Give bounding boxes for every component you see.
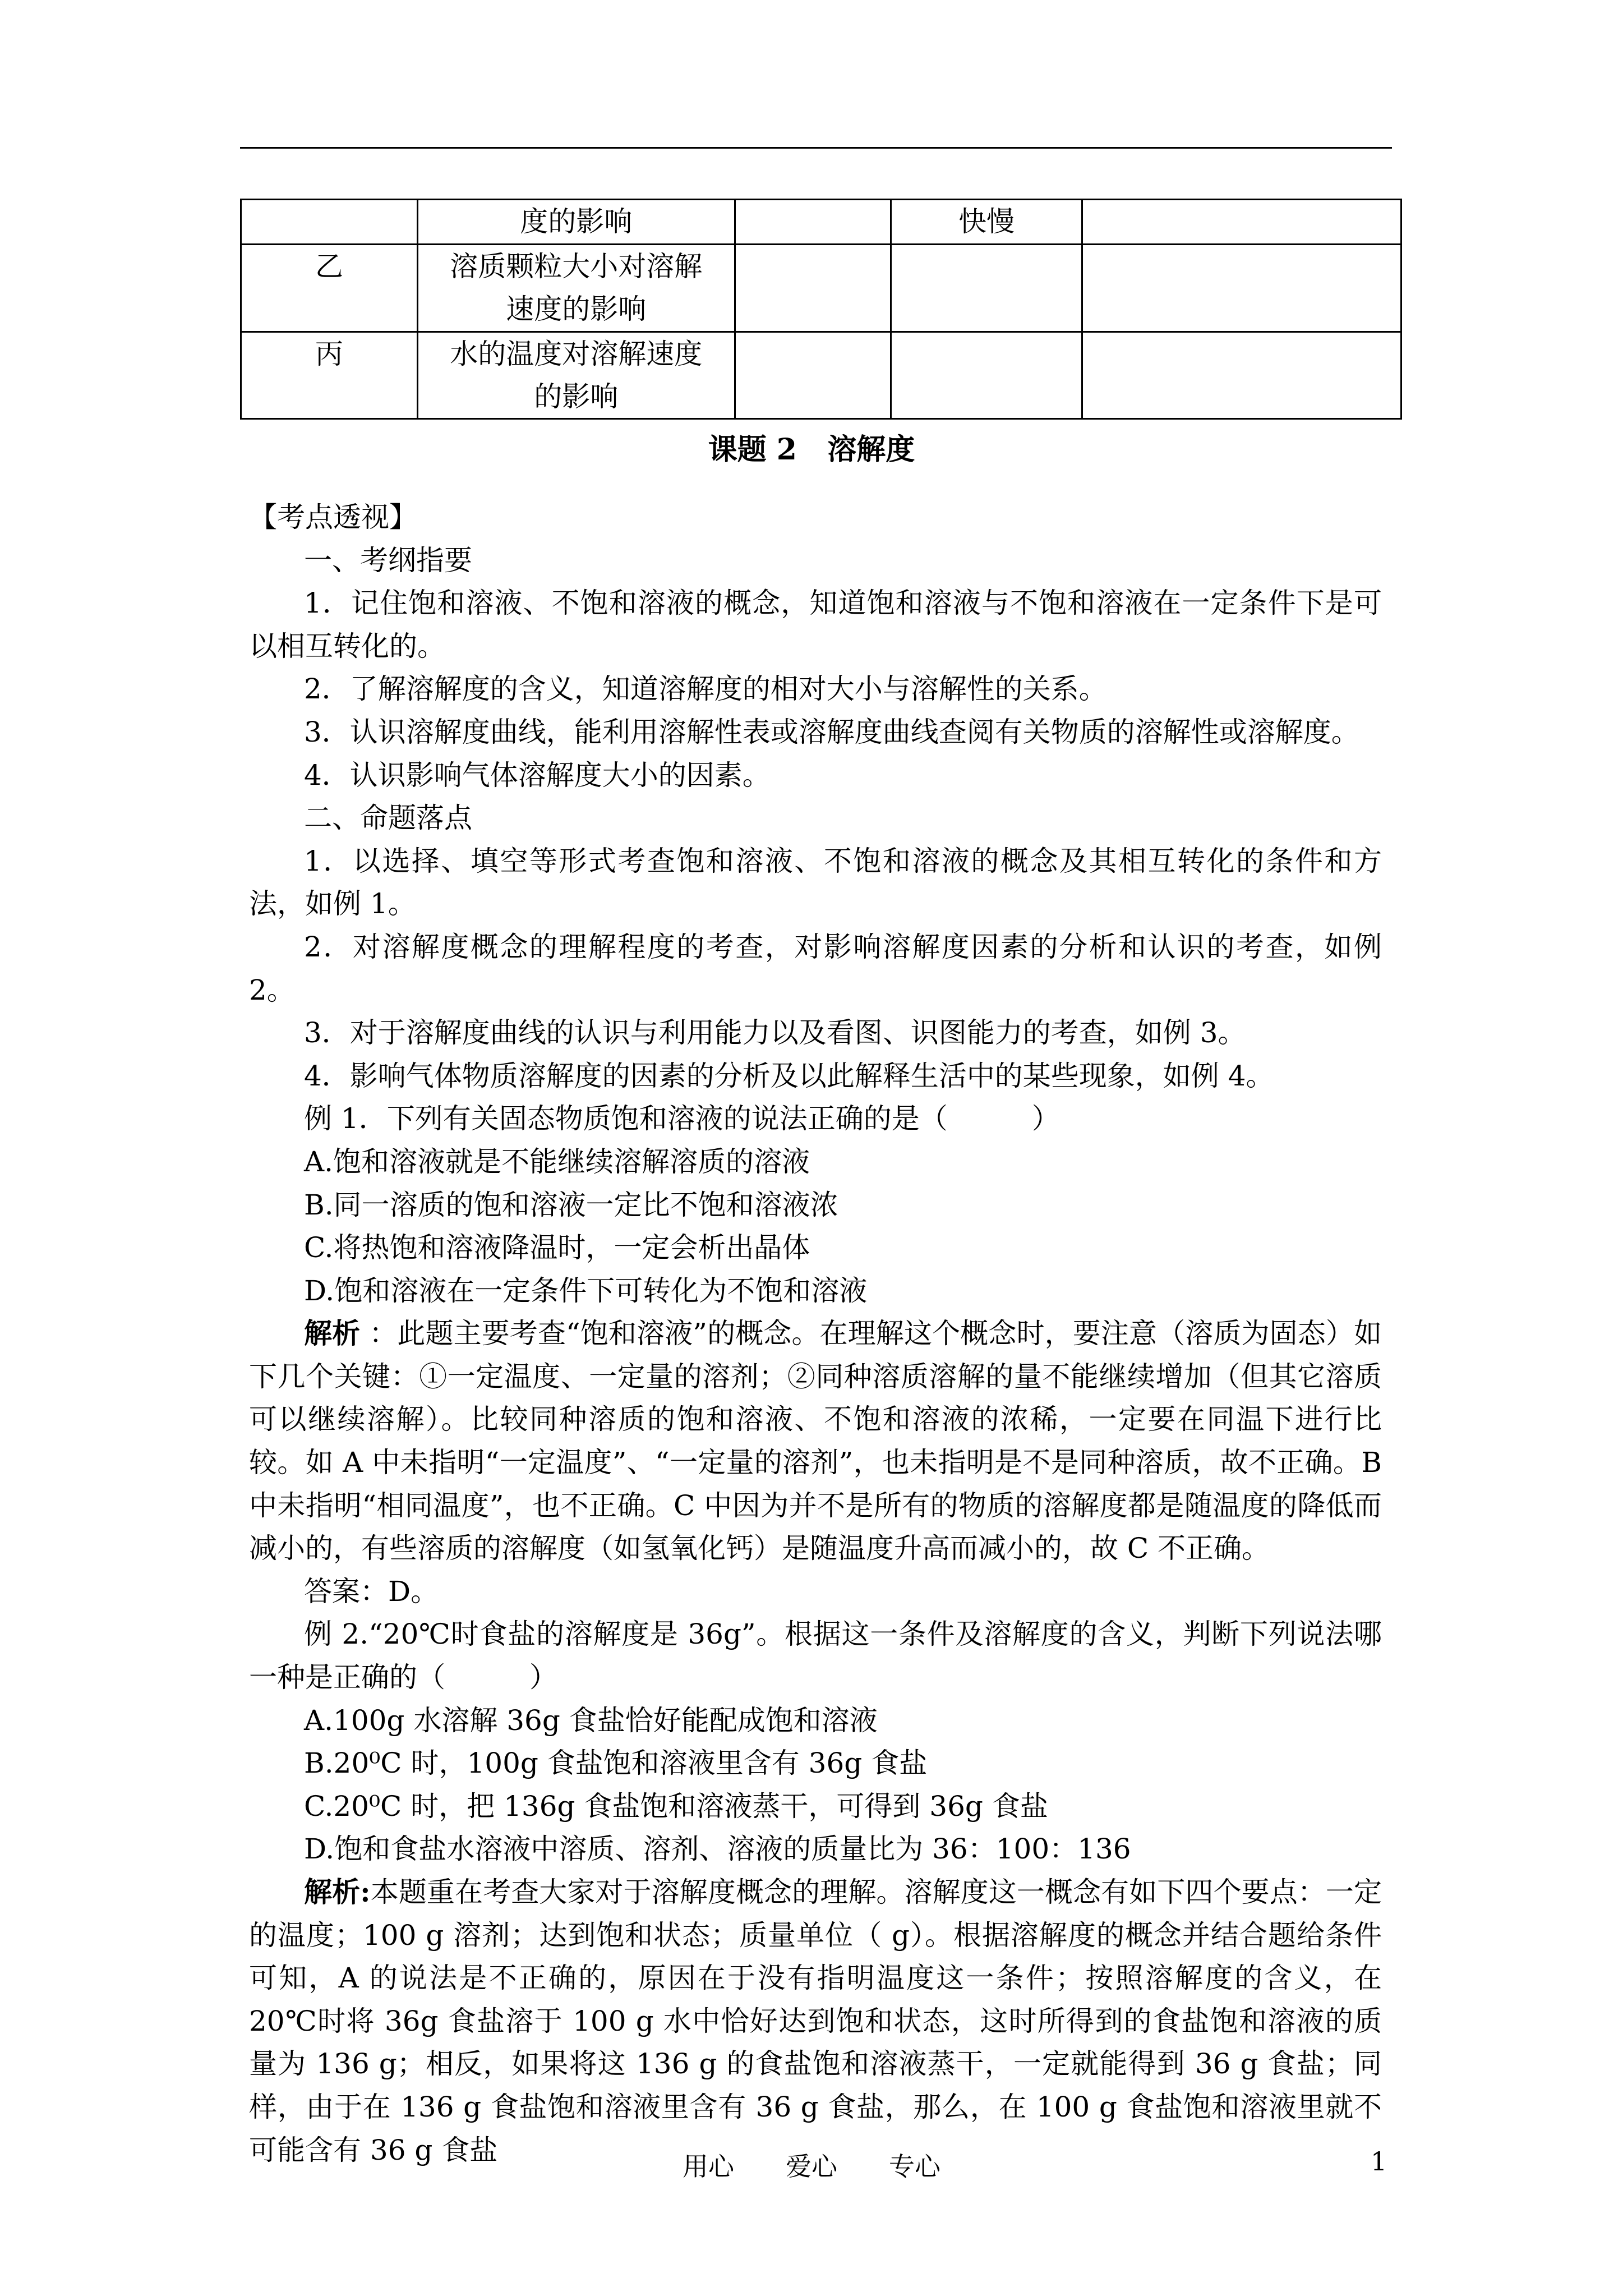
paragraph-text: 2．对溶解度概念的理解程度的考查，对影响溶解度因素的分析和认识的考查，如例 2。 [249,930,1382,1006]
paragraph [249,926,1382,1011]
paragraph [249,582,1382,668]
table-cell: 度的影响 [417,200,735,245]
paragraph-text: C.将热饱和溶液降温时，一定会析出晶体 [304,1231,810,1264]
paragraph-text: 4．认识影响气体溶解度大小的因素。 [304,758,771,792]
paragraph [249,840,1382,926]
paragraph [249,1699,1382,1742]
paragraph-text: D.饱和食盐水溶液中溶质、溶剂、溶液的质量比为 36：100：136 [304,1833,1131,1866]
paragraph-text: 本题重在考查大家对于溶解度概念的理解。溶解度这一概念有如下四个要点：一定的温度；100 g 溶剂；达到饱和状态；质量单位（ g）。根据溶解度的概念并结合题给条件可知，A 的说法是不正确的，原因在于没有指明温度这一条件；按照溶解度的含义，在 20℃时将 36g 食盐溶于 100 g 水中恰好达到饱和状态，这时所得到的食盐饱和溶液的质量为 136 g；相反，如果将这 136 g 的食盐饱和溶液蒸干，一定就能得到 36 g 食盐；同样，由于在 136 g 食盐饱和溶液里含有 36 g 食盐，那么，在 100 g 食盐饱和溶液里就不可能含有 36 g 食盐 [249,1876,1382,2166]
paragraph-text: C.20⁰C 时，把 136g 食盐饱和溶液蒸干，可得到 36g 食盐 [304,1789,1048,1823]
paragraph-text: 3．认识溶解度曲线，能利用溶解性表或溶解度曲线查阅有关物质的溶解性或溶解度。 [304,715,1359,748]
paragraph-text: 3．对于溶解度曲线的认识与利用能力以及看图、识图能力的考查，如例 3。 [304,1016,1246,1050]
table-cell: 水的温度对溶解速度的影响 [417,332,735,419]
paragraph-text: 1．以选择、填空等形式考查饱和溶液、不饱和溶液的概念及其相互转化的条件和方法，如例 1。 [249,844,1382,921]
paragraph [249,1055,1382,1098]
paragraph [249,1140,1382,1184]
paragraph-text: 2．了解溶解度的含义，知道溶解度的相对大小与溶解性的关系。 [304,673,1107,706]
paragraph-text: B.同一溶质的饱和溶液一定比不饱和溶液浓 [304,1188,838,1221]
paragraph-text: ：此题主要考查“饱和溶液”的概念。在理解这个概念时，要注意（溶质为固态）如下几个关键：①一定温度、一定量的溶剂；②同种溶质溶解的量不能继续增加（但其它溶质可以继续溶解）。比较同种溶质的饱和溶液、不饱和溶液的浓稀，一定要在同温下进行比较。如 A 中未指明“一定温度”、“一定量的溶剂”，也未指明是不是同种溶质，故不正确。B 中未指明“相同温度”，也不正确。C 中因为并不是所有的物质的溶解度都是随温度的降低而减小的，有些溶质的溶解度（如氢氧化钙）是随温度升高而减小的，故 C 不正确。 [249,1317,1382,1565]
section-title: 课题 2 溶解度 [708,432,915,467]
paragraph [249,1269,1382,1313]
table-row [241,332,1401,419]
paragraph-text: 二、命题落点 [304,802,472,835]
paragraph [249,1184,1382,1227]
paragraph-text: B.20⁰C 时，100g 食盐饱和溶液里含有 36g 食盐 [304,1747,928,1780]
paragraph [249,1871,1382,2171]
paragraph [249,1312,1382,1570]
body-text [249,496,1382,2171]
paragraph-text: 例 1．下列有关固态物质饱和溶液的说法正确的是（ ） [304,1102,1060,1135]
paragraph-text: A.100g 水溶解 36g 食盐恰好能配成饱和溶液 [304,1704,878,1737]
paragraph [249,1742,1382,1785]
experiment-table [240,199,1402,420]
paragraph [249,797,1382,840]
page-footer: 用心 爱心 专心 [683,2151,940,2182]
paragraph [249,1785,1382,1828]
paragraph-text: 例 2.“20℃时食盐的溶解度是 36g”。根据这一条件及溶解度的含义，判断下列说法哪一种是正确的（ ） [249,1618,1382,1694]
paragraph-text: 一、考纲指要 [304,544,472,577]
table-cell [1082,332,1401,419]
paragraph-text: D.饱和溶液在一定条件下可转化为不饱和溶液 [304,1274,868,1307]
table-row [241,200,1401,245]
table-cell [241,200,418,245]
paragraph-text: A.饱和溶液就是不能继续溶解溶质的溶液 [304,1145,810,1178]
page-number: 1 [1371,2146,1387,2177]
table-cell [735,200,891,245]
paragraph-text: 【考点透视】 [249,501,417,533]
table-cell [891,245,1082,332]
table-cell: 快慢 [891,200,1082,245]
table-row [241,245,1401,332]
paragraph [249,539,1382,582]
paragraph [249,1226,1382,1269]
table-cell: 乙 [241,245,418,332]
table-cell [891,332,1082,419]
paragraph-keyword: 解析: [304,1875,371,1908]
paragraph [249,496,1382,539]
paragraph-keyword: 解析 [304,1317,361,1350]
paragraph [249,1097,1382,1140]
table-cell [735,245,891,332]
table-cell [1082,200,1401,245]
paragraph [249,1828,1382,1871]
table-cell [735,332,891,419]
paragraph [249,668,1382,711]
paragraph [249,754,1382,797]
paragraph-text: 1．记住饱和溶液、不饱和溶液的概念，知道饱和溶液与不饱和溶液在一定条件下是可以相互转化的。 [249,587,1382,662]
table-cell: 溶质颗粒大小对溶解速度的影响 [417,245,735,332]
paragraph [249,711,1382,754]
header-rule [240,147,1392,149]
table-cell [1082,245,1401,332]
paragraph [249,1570,1382,1613]
paragraph-text: 4．影响气体物质溶解度的因素的分析及以此解释生活中的某些现象，如例 4。 [304,1059,1274,1092]
table-cell: 丙 [241,332,418,419]
paragraph-text: 答案：D。 [304,1575,439,1608]
paragraph [249,1011,1382,1055]
paragraph [249,1613,1382,1699]
